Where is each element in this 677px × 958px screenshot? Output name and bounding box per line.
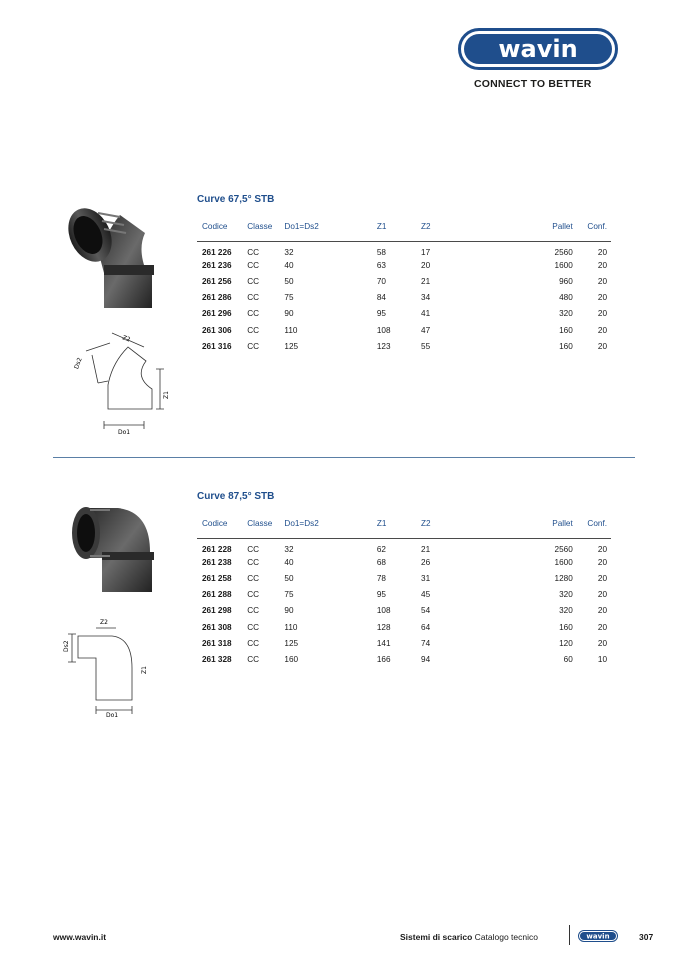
table-row bbox=[197, 338, 611, 354]
cell-classe: CC bbox=[247, 590, 260, 600]
cell-pallet: 1280 bbox=[554, 573, 573, 583]
cell-z2: 34 bbox=[421, 293, 431, 303]
cell-z2: 20 bbox=[421, 260, 431, 270]
cell-conf: 20 bbox=[597, 309, 607, 319]
cell-conf: 20 bbox=[597, 606, 607, 616]
cell-conf: 20 bbox=[597, 573, 607, 583]
footer-catalog-rest: Catalogo tecnico bbox=[474, 932, 538, 942]
cell-conf: 20 bbox=[597, 557, 607, 567]
table-row bbox=[197, 257, 611, 273]
cell-z2: 17 bbox=[421, 247, 431, 257]
cell-do1: 50 bbox=[284, 276, 294, 286]
label-z2: Z2 bbox=[100, 619, 108, 626]
cell-z1: 141 bbox=[376, 638, 391, 648]
cell-z1: 78 bbox=[376, 573, 386, 583]
col-classe: Classe bbox=[247, 519, 284, 538]
cell-codice: 261 308 bbox=[202, 622, 232, 632]
table-curve-87 bbox=[197, 519, 611, 668]
section-title-67: Curve 67,5° STB bbox=[197, 194, 275, 205]
col-classe: Classe bbox=[247, 222, 284, 241]
cell-classe: CC bbox=[247, 638, 260, 648]
cell-do1: 75 bbox=[284, 590, 294, 600]
col-z1: Z1 bbox=[377, 519, 421, 538]
cell-z2: 94 bbox=[421, 654, 431, 664]
cell-z2: 41 bbox=[421, 309, 431, 319]
table-row bbox=[197, 322, 611, 338]
wavin-logo bbox=[458, 28, 618, 70]
cell-z1: 123 bbox=[376, 341, 391, 351]
cell-pallet: 1600 bbox=[554, 260, 573, 270]
cell-pallet: 320 bbox=[559, 309, 573, 319]
cell-z1: 108 bbox=[376, 325, 391, 335]
table-row bbox=[197, 635, 611, 651]
cell-codice: 261 298 bbox=[202, 606, 232, 616]
footer-separator bbox=[569, 925, 570, 945]
cell-pallet: 2560 bbox=[554, 544, 573, 554]
cell-z2: 74 bbox=[421, 638, 431, 648]
col-do1: Do1=Ds2 bbox=[284, 519, 376, 538]
cell-do1: 110 bbox=[284, 622, 298, 632]
label-ds2: Ds2 bbox=[63, 640, 70, 652]
table-row bbox=[197, 651, 611, 667]
footer-logo-wordmark: wavin bbox=[586, 932, 610, 941]
table-row bbox=[197, 290, 611, 306]
cell-pallet: 320 bbox=[559, 606, 573, 616]
page-number: 307 bbox=[639, 932, 654, 942]
curve-67-drawing bbox=[64, 325, 174, 435]
cell-classe: CC bbox=[247, 573, 260, 583]
cell-do1: 160 bbox=[284, 654, 299, 664]
cell-codice: 261 228 bbox=[202, 544, 232, 554]
cell-classe: CC bbox=[247, 325, 260, 335]
col-z2: Z2 bbox=[421, 222, 517, 241]
table-row bbox=[197, 587, 611, 603]
table-row bbox=[197, 538, 611, 554]
cell-z2: 21 bbox=[421, 544, 431, 554]
cell-classe: CC bbox=[247, 293, 260, 303]
col-z2: Z2 bbox=[421, 519, 517, 538]
cell-conf: 20 bbox=[597, 325, 607, 335]
table-row bbox=[197, 570, 611, 586]
cell-pallet: 120 bbox=[559, 638, 573, 648]
cell-codice: 261 286 bbox=[202, 293, 232, 303]
cell-classe: CC bbox=[247, 309, 260, 319]
cell-codice: 261 328 bbox=[202, 654, 232, 664]
cell-z1: 70 bbox=[376, 276, 386, 286]
cell-codice: 261 296 bbox=[202, 309, 232, 319]
cell-classe: CC bbox=[247, 276, 260, 286]
cell-z1: 63 bbox=[376, 260, 386, 270]
cell-z1: 95 bbox=[376, 309, 386, 319]
cell-do1: 90 bbox=[284, 606, 294, 616]
cell-z1: 62 bbox=[376, 544, 386, 554]
cell-classe: CC bbox=[247, 544, 260, 554]
cell-z1: 84 bbox=[376, 293, 386, 303]
cell-z2: 21 bbox=[421, 276, 431, 286]
cell-classe: CC bbox=[247, 654, 260, 664]
cell-conf: 20 bbox=[597, 544, 607, 554]
col-pallet: Pallet bbox=[518, 519, 573, 538]
col-codice: Codice bbox=[197, 519, 247, 538]
cell-codice: 261 236 bbox=[202, 260, 232, 270]
section-divider bbox=[53, 457, 635, 458]
table-row bbox=[197, 273, 611, 289]
cell-codice: 261 238 bbox=[202, 557, 232, 567]
cell-z2: 47 bbox=[421, 325, 431, 335]
label-z1: Z1 bbox=[141, 666, 148, 674]
footer-catalog-bold: Sistemi di scarico bbox=[400, 932, 473, 942]
label-z1: Z1 bbox=[163, 391, 170, 399]
cell-pallet: 160 bbox=[559, 622, 573, 632]
cell-conf: 20 bbox=[597, 638, 607, 648]
cell-codice: 261 316 bbox=[202, 341, 232, 351]
table-row bbox=[197, 554, 611, 570]
cell-pallet: 160 bbox=[559, 341, 573, 351]
cell-do1: 90 bbox=[284, 309, 294, 319]
curve-87-drawing bbox=[60, 618, 160, 718]
cell-z2: 45 bbox=[421, 590, 431, 600]
cell-codice: 261 256 bbox=[202, 276, 232, 286]
table-header-row bbox=[197, 222, 611, 241]
cell-pallet: 160 bbox=[559, 325, 573, 335]
cell-do1: 125 bbox=[284, 341, 299, 351]
curve-87-photo bbox=[58, 500, 158, 600]
cell-pallet: 1600 bbox=[554, 557, 573, 567]
cell-codice: 261 288 bbox=[202, 590, 232, 600]
cell-do1: 32 bbox=[284, 544, 294, 554]
cell-codice: 261 306 bbox=[202, 325, 232, 335]
cell-pallet: 320 bbox=[559, 590, 573, 600]
cell-z2: 31 bbox=[421, 573, 431, 583]
cell-classe: CC bbox=[247, 622, 260, 632]
cell-z2: 54 bbox=[421, 606, 431, 616]
section-title-87: Curve 87,5° STB bbox=[197, 491, 275, 502]
curve-67-photo bbox=[60, 203, 160, 308]
cell-do1: 125 bbox=[284, 638, 299, 648]
cell-do1: 50 bbox=[284, 573, 294, 583]
col-pallet: Pallet bbox=[518, 222, 573, 241]
cell-do1: 40 bbox=[284, 260, 294, 270]
cell-conf: 20 bbox=[597, 247, 607, 257]
cell-pallet: 480 bbox=[559, 293, 573, 303]
cell-pallet: 960 bbox=[559, 276, 573, 286]
cell-z1: 108 bbox=[376, 606, 391, 616]
cell-conf: 20 bbox=[597, 622, 607, 632]
cell-classe: CC bbox=[247, 260, 260, 270]
cell-conf: 10 bbox=[597, 654, 607, 664]
tagline: CONNECT TO BETTER bbox=[474, 78, 592, 90]
footer-catalog bbox=[400, 932, 538, 942]
cell-conf: 20 bbox=[597, 293, 607, 303]
cell-z1: 166 bbox=[376, 654, 391, 664]
logo-wordmark: wavin bbox=[498, 35, 578, 63]
cell-codice: 261 226 bbox=[202, 247, 232, 257]
cell-z1: 68 bbox=[376, 557, 386, 567]
cell-conf: 20 bbox=[597, 260, 607, 270]
table-row bbox=[197, 619, 611, 635]
cell-classe: CC bbox=[247, 341, 260, 351]
cell-conf: 20 bbox=[597, 341, 607, 351]
col-conf: Conf. bbox=[573, 519, 611, 538]
cell-classe: CC bbox=[247, 606, 260, 616]
label-do1: Do1 bbox=[118, 429, 131, 435]
cell-do1: 40 bbox=[284, 557, 294, 567]
cell-conf: 20 bbox=[597, 590, 607, 600]
cell-conf: 20 bbox=[597, 276, 607, 286]
cell-pallet: 2560 bbox=[554, 247, 573, 257]
label-do1: Do1 bbox=[106, 712, 119, 718]
cell-z2: 64 bbox=[421, 622, 431, 632]
col-codice: Codice bbox=[197, 222, 247, 241]
cell-z1: 128 bbox=[376, 622, 391, 632]
cell-z1: 58 bbox=[376, 247, 386, 257]
cell-do1: 110 bbox=[284, 325, 298, 335]
col-do1: Do1=Ds2 bbox=[284, 222, 376, 241]
cell-codice: 261 318 bbox=[202, 638, 232, 648]
cell-codice: 261 258 bbox=[202, 573, 232, 583]
cell-do1: 75 bbox=[284, 293, 294, 303]
footer-wavin-logo bbox=[578, 930, 618, 942]
col-z1: Z1 bbox=[377, 222, 421, 241]
table-header-row bbox=[197, 519, 611, 538]
table-row bbox=[197, 241, 611, 257]
table-row bbox=[197, 603, 611, 619]
cell-classe: CC bbox=[247, 247, 260, 257]
label-ds2: Ds2 bbox=[73, 356, 84, 371]
cell-do1: 32 bbox=[284, 247, 294, 257]
table-row bbox=[197, 306, 611, 322]
cell-z1: 95 bbox=[376, 590, 386, 600]
cell-z2: 26 bbox=[421, 557, 431, 567]
cell-pallet: 60 bbox=[563, 654, 573, 664]
cell-z2: 55 bbox=[421, 341, 431, 351]
table-curve-67 bbox=[197, 222, 611, 354]
col-conf: Conf. bbox=[573, 222, 611, 241]
footer-url[interactable]: www.wavin.it bbox=[53, 932, 107, 942]
cell-classe: CC bbox=[247, 557, 260, 567]
label-z2: Z2 bbox=[121, 334, 132, 344]
